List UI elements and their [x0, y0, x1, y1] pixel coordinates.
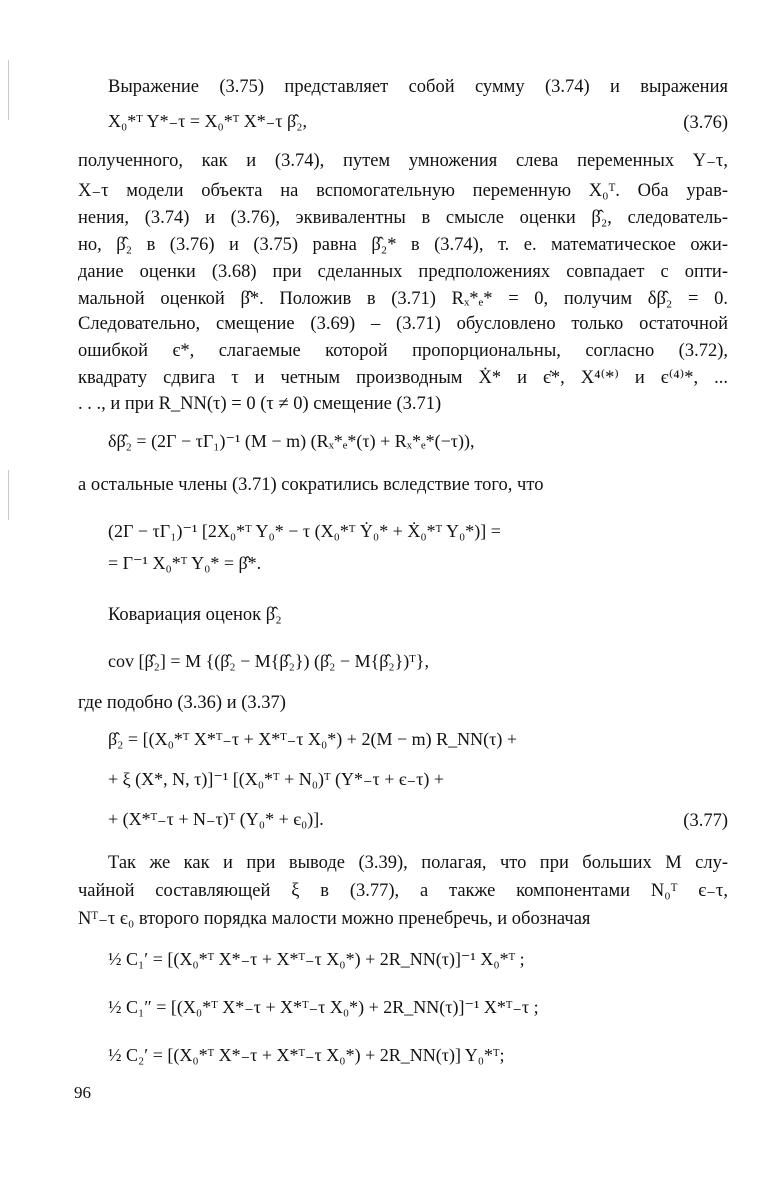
equation-line: X₀*ᵀ Y*₋τ = X₀*ᵀ X*₋τ β̂₂,	[108, 111, 307, 131]
scan-margin-mark	[8, 60, 9, 120]
text-line: . . ., и при R_NN(τ) = 0 (τ ≠ 0) смещение (3.71)	[78, 394, 442, 414]
equation-line: β̂₂ = [(X₀*ᵀ X*ᵀ₋τ + X*ᵀ₋τ X₀*) + 2(M − m) R_NN(τ) +	[108, 729, 517, 749]
equation-line: = Γ⁻¹ X₀*ᵀ Y₀* = β̂*.	[108, 553, 262, 573]
equation-line: ½ C₁′ = [(X₀*ᵀ X*₋τ + X*ᵀ₋τ X₀*) + 2R_NN(τ)]⁻¹ X₀*ᵀ ;	[108, 949, 525, 969]
text-line: Так же как и при выводе (3.39), полагая, что при больших M слу-	[108, 853, 728, 873]
equation-line: ½ C₂′ = [(X₀*ᵀ X*₋τ + X*ᵀ₋τ X₀*) + 2R_NN(τ)] Y₀*ᵀ;	[108, 1045, 505, 1065]
text-line: чайной составляющей ξ в (3.77), а также компонентами N₀ᵀ є₋τ,	[78, 881, 728, 901]
equation-line: + (X*ᵀ₋τ + N₋τ)ᵀ (Y₀* + є₀)].	[108, 809, 324, 829]
equation-line: cov [β̂₂] = M {(β̂₂ − M{β̂₂}) (β̂₂ − M{β̂₂})ᵀ},	[108, 651, 429, 671]
text-line: Nᵀ₋τ є₀ второго порядка малости можно пренебречь, и обозначая	[78, 909, 591, 929]
text-line: Выражение (3.75) представляет собой сумму (3.74) и выражения	[108, 77, 728, 97]
text-line: мальной оценкой β̂*. Положив в (3.71) Rₓ*ₑ* = 0, получим δβ̂₂ = 0.	[78, 289, 728, 309]
text-line: а остальные члены (3.71) сократились вследствие того, что	[78, 475, 544, 495]
text-line: где подобно (3.36) и (3.37)	[78, 693, 286, 713]
equation-line: ½ C₁″ = [(X₀*ᵀ X*₋τ + X*ᵀ₋τ X₀*) + 2R_NN(τ)]⁻¹ X*ᵀ₋τ ;	[108, 997, 539, 1017]
text-line: полученного, как и (3.74), путем умножения слева переменных Y₋τ,	[78, 151, 728, 171]
text-line: нения, (3.74) и (3.76), эквивалентны в смысле оценки β̂₂, следователь-	[78, 208, 728, 228]
equation-number: (3.76)	[683, 113, 728, 133]
equation-line: δβ̂₂ = (2Γ − τΓ₁)⁻¹ (M − m) (Rₓ*ₑ*(τ) + Rₓ*ₑ*(−τ)),	[108, 431, 475, 451]
equation-line: + ξ (X*, N, τ)]⁻¹ [(X₀*ᵀ + N₀)ᵀ (Y*₋τ + є₋τ) +	[108, 769, 444, 789]
text-line: дание оценки (3.68) при сделанных предположениях совпадает с опти-	[78, 262, 728, 282]
text-line: X₋τ модели объекта на вспомогательную переменную X₀ᵀ. Оба урав-	[78, 181, 728, 201]
equation-number: (3.77)	[683, 811, 728, 831]
page-number: 96	[74, 1083, 91, 1102]
text-line: Следовательно, смещение (3.69) – (3.71) обусловлено только остаточной	[78, 314, 728, 334]
scan-margin-mark	[8, 470, 9, 520]
section-heading: Ковариация оценок β̂₂	[108, 605, 282, 625]
text-line: но, β̂₂ в (3.76) и (3.75) равна β̂₂* в (3.74), т. е. математическое ожи-	[78, 235, 728, 255]
text-line: квадрату сдвига τ и четным производным Ẋ* и є̇*, X⁴⁽*⁾ и є⁽⁴⁾*, ...	[78, 368, 728, 388]
text-line: ошибкой є*, слагаемые которой пропорциональны, согласно (3.72),	[78, 341, 728, 361]
equation-line: (2Γ − τΓ₁)⁻¹ [2X₀*ᵀ Y₀* − τ (X₀*ᵀ Ẏ₀* + Ẋ₀*ᵀ Y₀*)] =	[108, 521, 501, 541]
